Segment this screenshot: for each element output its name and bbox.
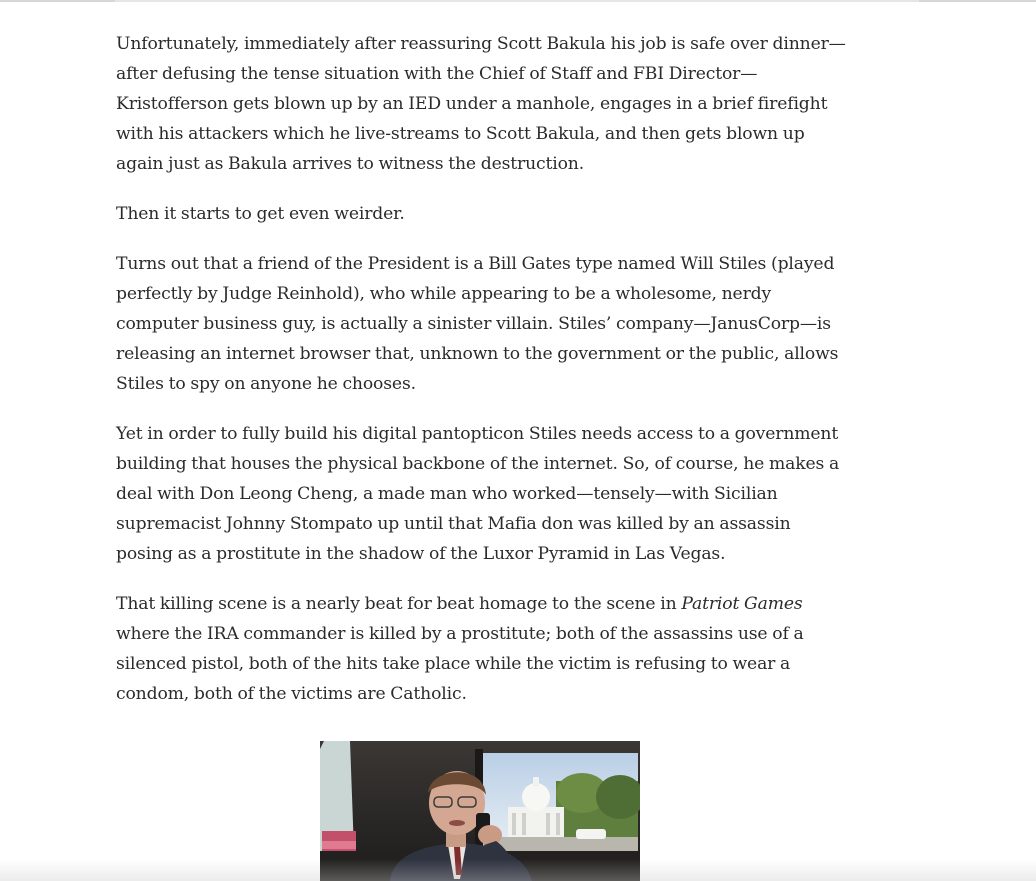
divider-segment	[0, 0, 115, 2]
divider-segment	[919, 0, 1036, 2]
article-paragraph: Yet in order to fully build his digital pantopticon Stiles needs access to a government building that houses the physical backbone of the internet. So, of course, he makes a deal with Don Leong Cheng, a made man who worked—tensely—with Sicilian supremacist Johnny Stompato up until that Mafia don was killed by an assassin posing as a prostitute in the shadow of the Luxor Pyramid in Las Vegas.	[116, 424, 840, 564]
article-paragraph	[116, 589, 846, 709]
article-paragraph: Unfortunately, immediately after reassuring Scott Bakula his job is safe over dinner—after defusing the tense situation with the Chief of Staff and FBI Director—Kristofferson gets blown up by an IED under a manhole, engages in a brief firefight with his attackers which he live-streams to Scott Bakula, and then gets blown up again just as Bakula arrives to witness the destruction.	[116, 34, 846, 174]
article-paragraph: Turns out that a friend of the President is a Bill Gates type named Will Stiles (played perfectly by Judge Reinhold), who while appearing to be a wholesome, nerdy computer business guy, is actually a sinister villain. Stiles’ company—JanusCorp—is releasing an internet browser that, unknown to the government or the public, allows Stiles to spy on anyone he chooses.	[116, 254, 839, 394]
article-paragraph: Then it starts to get even weirder.	[116, 204, 405, 224]
top-divider	[0, 0, 1036, 2]
film-still-image[interactable]	[320, 741, 640, 881]
paragraph-text: where the IRA commander is killed by a prostitute; both of the assassins use of a silenced pistol, both of the hits take place while the victim is refusing to wear a condom, both of the victims are Catholic.	[116, 624, 804, 704]
film-still-illustration	[320, 741, 640, 881]
article-body	[116, 29, 846, 729]
film-title: Patriot Games	[681, 594, 803, 614]
paragraph-text: That killing scene is a nearly beat for beat homage to the scene in	[116, 594, 682, 614]
